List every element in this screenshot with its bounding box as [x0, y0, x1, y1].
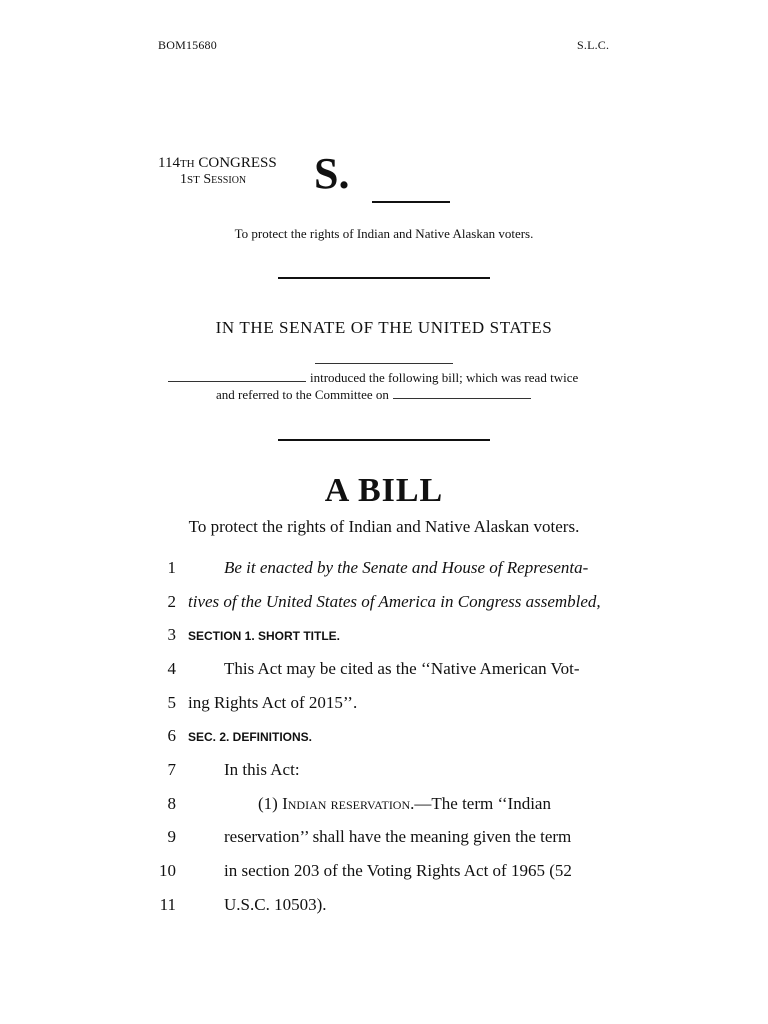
bill-designation: S. — [314, 149, 350, 198]
body-text: reservation’’ shall have the meaning given the term — [224, 827, 572, 846]
paragraph-number: (1) — [258, 794, 283, 813]
line-number: 10 — [159, 861, 176, 880]
line-number: 4 — [167, 659, 176, 678]
body-text: ing Rights Act of 2015’’. — [188, 693, 358, 712]
introduction-text-2: and referred to the Committee on — [216, 387, 389, 402]
congress-ordinal-suffix: TH — [179, 158, 195, 170]
divider-rule — [278, 277, 490, 279]
line-number: 6 — [167, 726, 176, 745]
line-number: 2 — [167, 592, 176, 611]
defined-term: Indian reservation — [282, 794, 411, 813]
header-slc: S.L.C. — [577, 38, 610, 52]
congress-ordinal: 114 — [158, 155, 180, 171]
session-number: 1 — [180, 172, 187, 187]
purpose-short: To protect the rights of Indian and Native Alaskan voters. — [234, 226, 534, 241]
introduction-line-1 — [168, 370, 578, 386]
enacting-clause-1: Be it enacted by the Senate and House of Representa- — [224, 558, 589, 577]
definition-paragraph — [258, 794, 551, 814]
line-number: 1 — [167, 558, 176, 577]
purpose-long: To protect the rights of Indian and Native Alaskan voters. — [188, 517, 580, 536]
document-id: BOM15680 — [158, 38, 217, 52]
body-text: In this Act: — [224, 760, 300, 779]
body-text: in section 203 of the Voting Rights Act of 1965 (52 — [224, 861, 572, 880]
body-text: U.S.C. 10503). — [224, 895, 327, 914]
congress-number — [158, 155, 277, 172]
enacting-clause-2: tives of the United States of America in Congress assembled, — [188, 592, 601, 611]
session-word: Session — [203, 172, 247, 187]
sponsor-blank — [168, 371, 306, 382]
line-number: 9 — [167, 827, 176, 846]
line-number: 11 — [159, 895, 176, 914]
introduction-text-1: introduced the following bill; which was read twice — [310, 370, 579, 385]
chamber-heading: IN THE SENATE OF THE UNITED STATES — [215, 318, 553, 337]
committee-blank — [393, 388, 531, 399]
date-blank — [315, 363, 453, 364]
line-number: 5 — [167, 693, 176, 712]
line-number: 3 — [167, 625, 176, 644]
line-number: 7 — [167, 760, 176, 779]
bill-number-blank — [372, 201, 450, 203]
introduction-line-2 — [216, 387, 531, 403]
session-ordinal-suffix: ST — [187, 174, 200, 186]
session-label — [180, 172, 246, 188]
line-number: 8 — [167, 794, 176, 813]
section-heading: SECTION 1. SHORT TITLE. — [188, 629, 341, 643]
section-heading: SEC. 2. DEFINITIONS. — [188, 730, 313, 744]
body-text: This Act may be cited as the ‘‘Native American Vot- — [224, 659, 580, 678]
divider-rule — [278, 439, 490, 441]
congress-word: CONGRESS — [198, 155, 277, 171]
bill-title: A BILL — [324, 472, 444, 509]
definition-text: .—The term ‘‘Indian — [410, 794, 551, 813]
